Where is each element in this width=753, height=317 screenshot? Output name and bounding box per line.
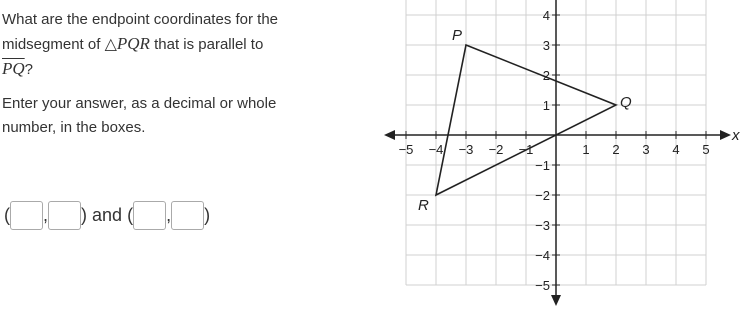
question-line-2-pre: midsegment of — [2, 36, 101, 53]
answer-box-y2[interactable] — [171, 201, 204, 230]
x-tick-label: 3 — [642, 142, 650, 157]
answer-row — [4, 198, 210, 232]
instruction-text: Enter your answer, as a decimal or whole number, in the boxes. — [2, 95, 277, 136]
x-tick-label: −3 — [458, 142, 474, 157]
answer-box-x2[interactable] — [133, 201, 166, 230]
y-tick-label: 3 — [542, 38, 550, 53]
answer-box-y1[interactable] — [48, 201, 81, 230]
question-text — [2, 8, 332, 140]
y-tick-label: 4 — [542, 8, 550, 23]
x-tick-label: −2 — [488, 142, 504, 157]
question-line-2-post: that is parallel to — [154, 36, 264, 53]
comma-1: , — [43, 204, 49, 225]
x-tick-label: −1 — [518, 142, 534, 157]
close-paren-2: ) — [204, 204, 211, 225]
and-text: and — [92, 204, 123, 225]
x-axis-right-arrow — [720, 130, 731, 140]
x-tick-label: 1 — [582, 142, 590, 157]
triangle-symbol: △ — [104, 34, 117, 53]
question-line-1 — [2, 8, 332, 32]
question-mark: ? — [24, 61, 34, 78]
y-tick-label: −5 — [535, 278, 550, 293]
y-tick-label: 2 — [542, 68, 550, 83]
y-axis-down-arrow — [551, 295, 561, 306]
question-line-2 — [2, 32, 332, 57]
comma-2: , — [166, 204, 172, 225]
y-tick-label: 1 — [542, 98, 550, 113]
x-tick-label: 5 — [702, 142, 710, 157]
y-tick-label: −4 — [535, 248, 550, 263]
y-tick-label: −2 — [535, 188, 550, 203]
vertex-label-r: R — [418, 197, 429, 214]
x-axis-left-arrow — [384, 130, 395, 140]
question-line-3 — [2, 57, 332, 82]
x-axis-label: x — [732, 127, 740, 144]
segment-name: $\overline{PQ}$ — [2, 59, 25, 78]
x-tick-label: −4 — [428, 142, 444, 157]
vertex-label-p: P — [452, 27, 463, 44]
open-paren-1: ( — [4, 204, 10, 225]
triangle-name: PQR — [116, 34, 150, 53]
y-tick-label: −3 — [535, 218, 550, 233]
y-tick-label: −1 — [535, 158, 550, 173]
open-paren-2: ( — [127, 204, 134, 225]
close-paren-1: ) — [81, 204, 88, 225]
x-tick-label: −5 — [398, 142, 414, 157]
coordinate-graph — [380, 0, 753, 317]
question-line-1-text: What are the endpoint coordinates for the — [2, 11, 279, 28]
vertex-label-q: Q — [620, 94, 632, 111]
x-tick-label: 4 — [672, 142, 680, 157]
x-tick-label: 2 — [612, 142, 620, 157]
answer-box-x1[interactable] — [10, 201, 43, 230]
